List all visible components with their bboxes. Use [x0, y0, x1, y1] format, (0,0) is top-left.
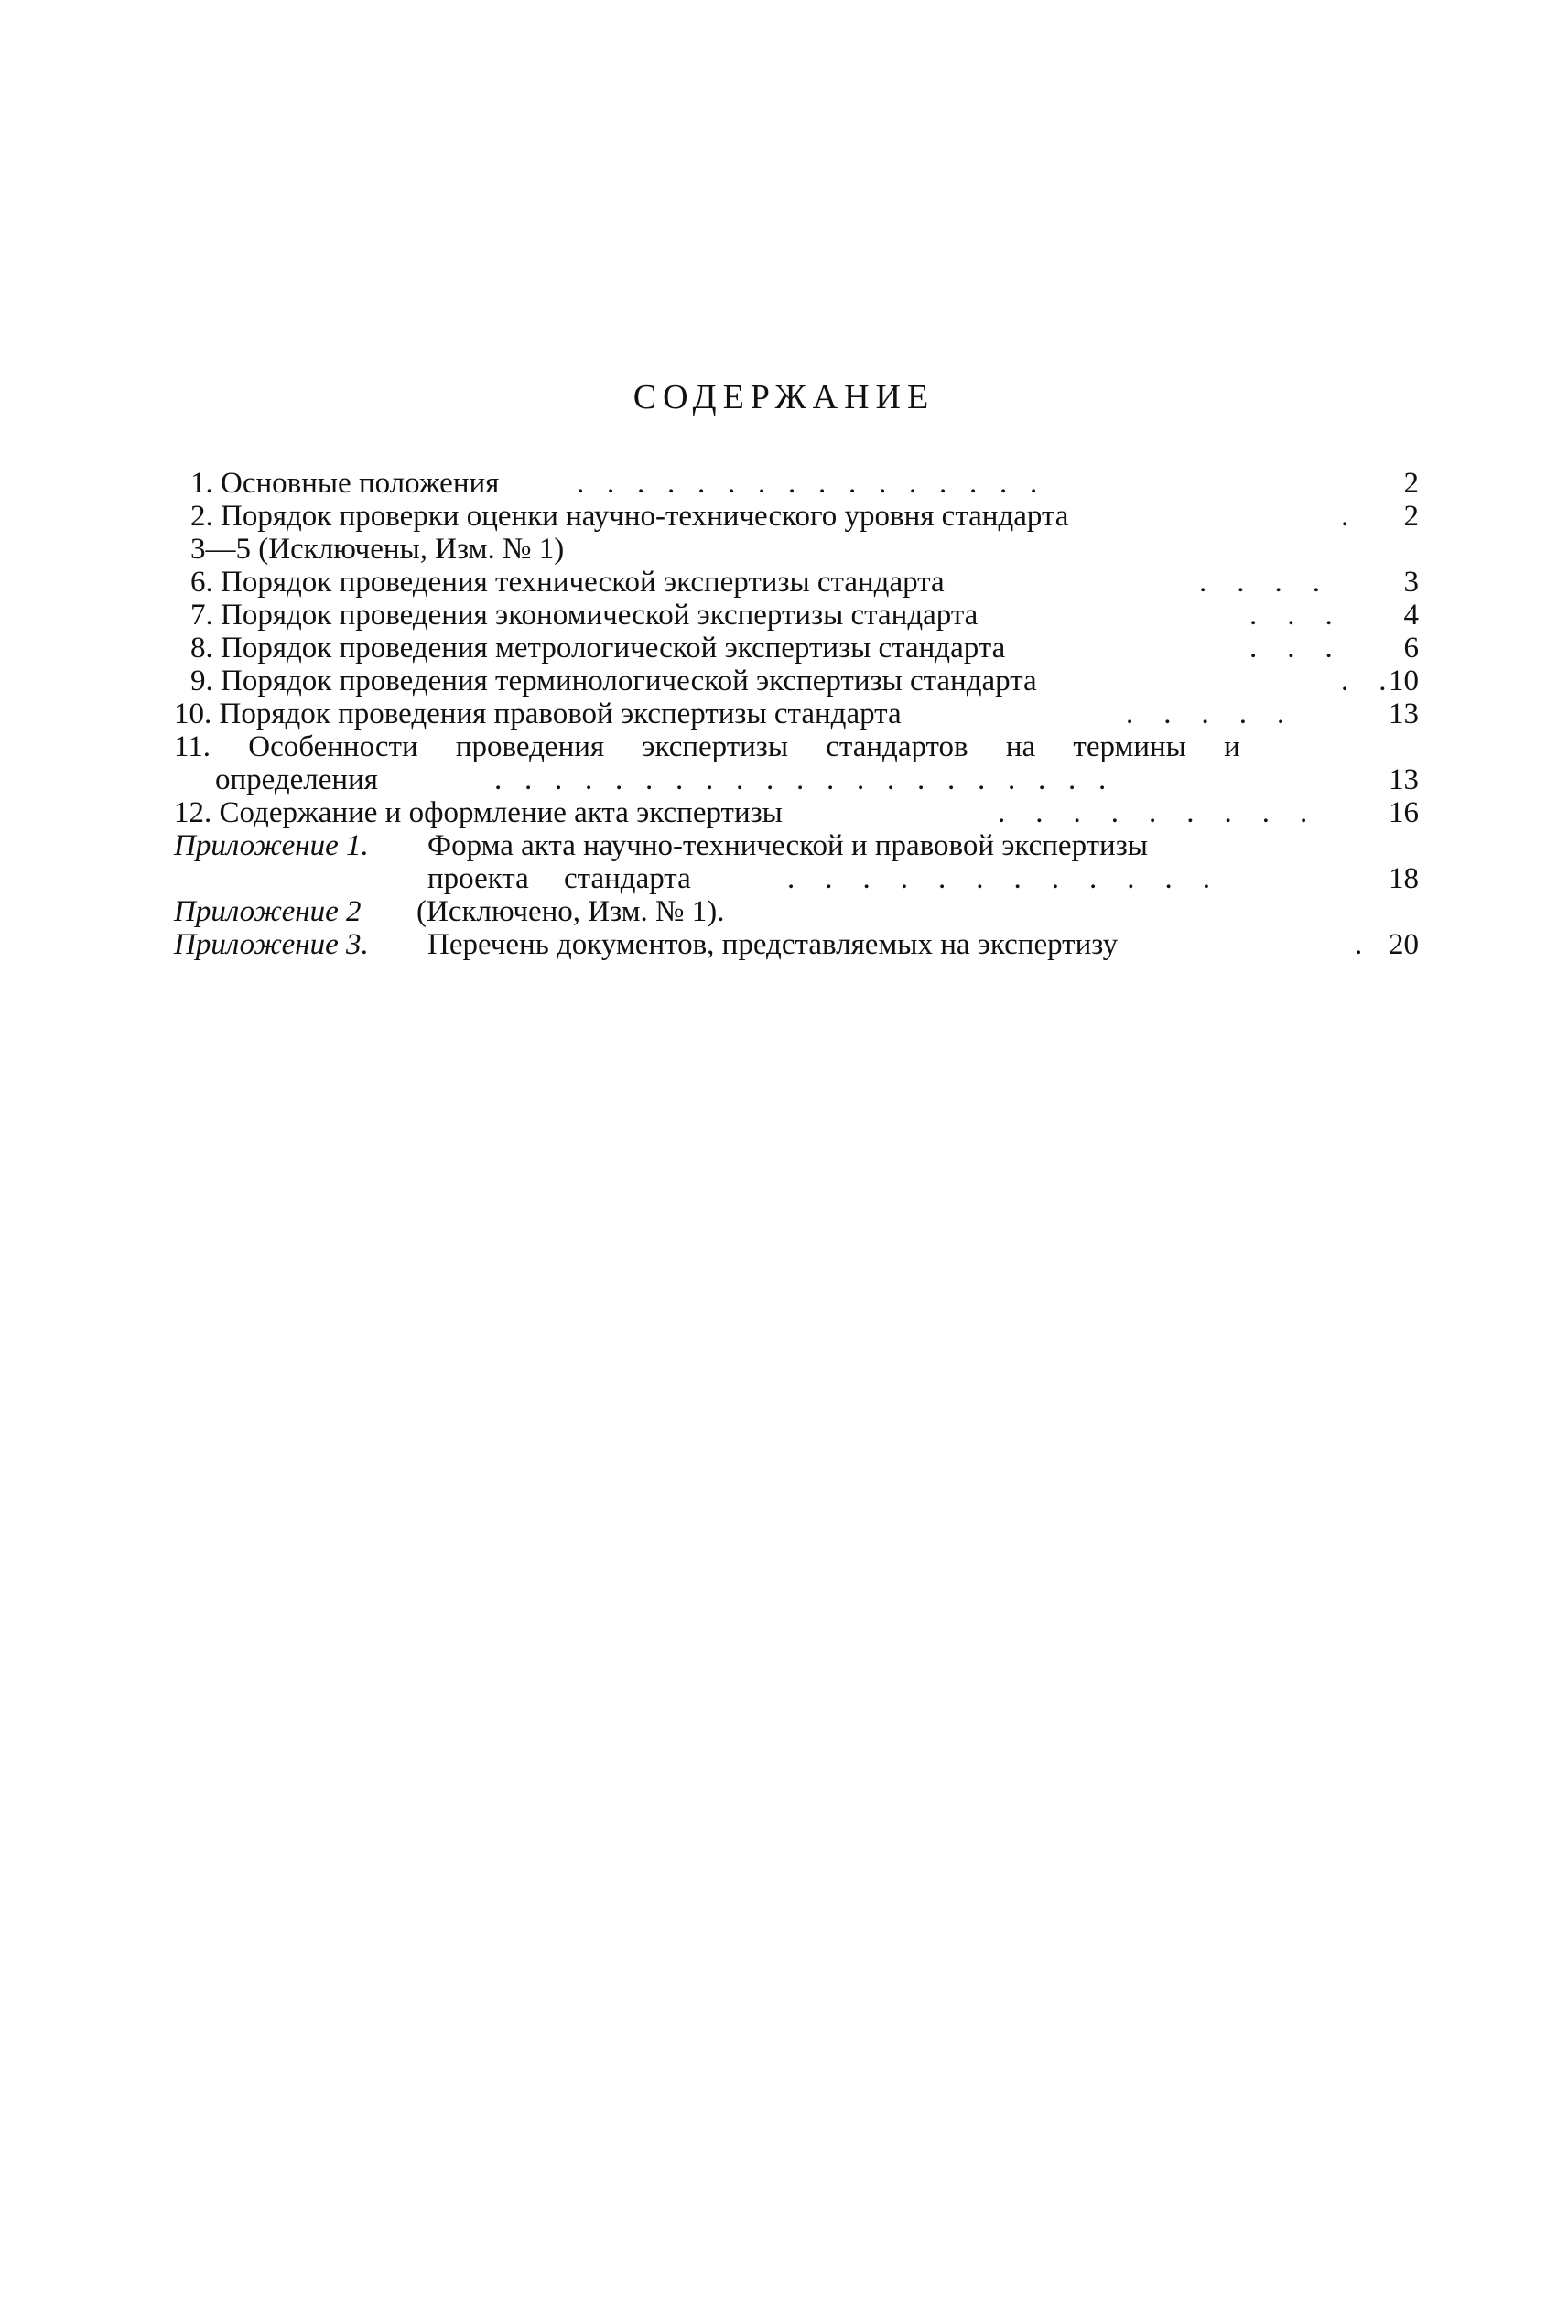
- page-title: СОДЕРЖАНИЕ: [633, 378, 935, 416]
- toc-leader-dots: . . . . . . . . .: [998, 796, 1308, 829]
- toc-entry-text: 12. Содержание и оформление акта экспертизы: [174, 796, 783, 829]
- toc-entry: [174, 796, 1419, 829]
- toc-appendix-label: Приложение 3.: [174, 928, 369, 961]
- table-of-contents: [174, 467, 1419, 961]
- toc-entry-text: 11. Особенности проведения экспертизы стандартов на термины и: [174, 730, 1240, 763]
- toc-entry-text: 10. Порядок проведения правовой экспертизы стандарта: [174, 697, 902, 730]
- toc-page-number: 6: [1403, 632, 1419, 665]
- toc-entry-text: Форма акта научно-технической и правовой экспертизы: [427, 829, 1148, 862]
- toc-entry: [174, 665, 1419, 697]
- toc-page-number: 13: [1389, 763, 1419, 796]
- toc-entry-text: 3—5 (Исключены, Изм. № 1): [190, 533, 565, 566]
- toc-leader-dots: . . .: [1249, 632, 1333, 665]
- toc-page-number: 18: [1389, 862, 1419, 895]
- toc-leader-dots: . . . . . . . . . . . . . . . .: [577, 467, 1038, 500]
- toc-entry: [174, 467, 1419, 500]
- toc-entry-text: 1. Основные положения: [190, 467, 500, 500]
- toc-page-number: 2: [1403, 500, 1419, 533]
- toc-page-number: 3: [1403, 566, 1419, 599]
- toc-leader-dots: . . . . .: [1126, 697, 1285, 730]
- toc-page-number: 10: [1389, 665, 1419, 697]
- toc-entry: [174, 599, 1419, 632]
- toc-entry: [174, 697, 1419, 730]
- toc-entry-text: Перечень документов, представляемых на экспертизу: [427, 928, 1119, 961]
- toc-leader-dots: . . . . . . . . . . . .: [787, 862, 1210, 895]
- toc-entry: [174, 533, 1419, 566]
- toc-appendix-entry: [174, 895, 1419, 928]
- toc-entry-text: 7. Порядок проведения экономической экспертизы стандарта: [190, 599, 979, 632]
- toc-entry-continuation: [174, 763, 1419, 796]
- toc-entry-continuation: [174, 862, 1419, 895]
- toc-leader-dots: . .: [1341, 665, 1387, 697]
- toc-page-number: 2: [1403, 467, 1419, 500]
- toc-page-number: 13: [1389, 697, 1419, 730]
- toc-entry: [174, 566, 1419, 599]
- toc-entry-text: определения: [215, 763, 378, 796]
- toc-appendix-entry: [174, 829, 1419, 862]
- toc-leader-dots: . . . .: [1199, 566, 1320, 599]
- toc-page-number: 20: [1389, 928, 1419, 961]
- toc-leader-dots: . . .: [1249, 599, 1333, 632]
- toc-page-number: 4: [1403, 599, 1419, 632]
- toc-entry: [174, 730, 1419, 763]
- toc-entry: [174, 500, 1419, 533]
- toc-appendix-label: Приложение 2: [174, 895, 362, 928]
- toc-entry-text: 2. Порядок проверки оценки научно-технического уровня стандарта: [190, 500, 1069, 533]
- toc-entry-text: 6. Порядок проведения технической экспертизы стандарта: [190, 566, 945, 599]
- toc-appendix-entry: [174, 928, 1419, 961]
- toc-leader-dots: .: [1355, 928, 1363, 961]
- toc-entry-text: проекта стандарта: [427, 862, 691, 895]
- toc-page-number: 16: [1389, 796, 1419, 829]
- toc-entry-text: 8. Порядок проведения метрологической экспертизы стандарта: [190, 632, 1006, 665]
- toc-leader-dots: . . . . . . . . . . . . . . . . . . . . .: [494, 763, 1107, 796]
- toc-leader-dots: .: [1341, 500, 1349, 533]
- toc-entry: [174, 632, 1419, 665]
- toc-entry-text: 9. Порядок проведения терминологической экспертизы стандарта: [190, 665, 1037, 697]
- toc-appendix-label: Приложение 1.: [174, 829, 369, 862]
- toc-entry-text: (Исключено, Изм. № 1).: [416, 895, 725, 928]
